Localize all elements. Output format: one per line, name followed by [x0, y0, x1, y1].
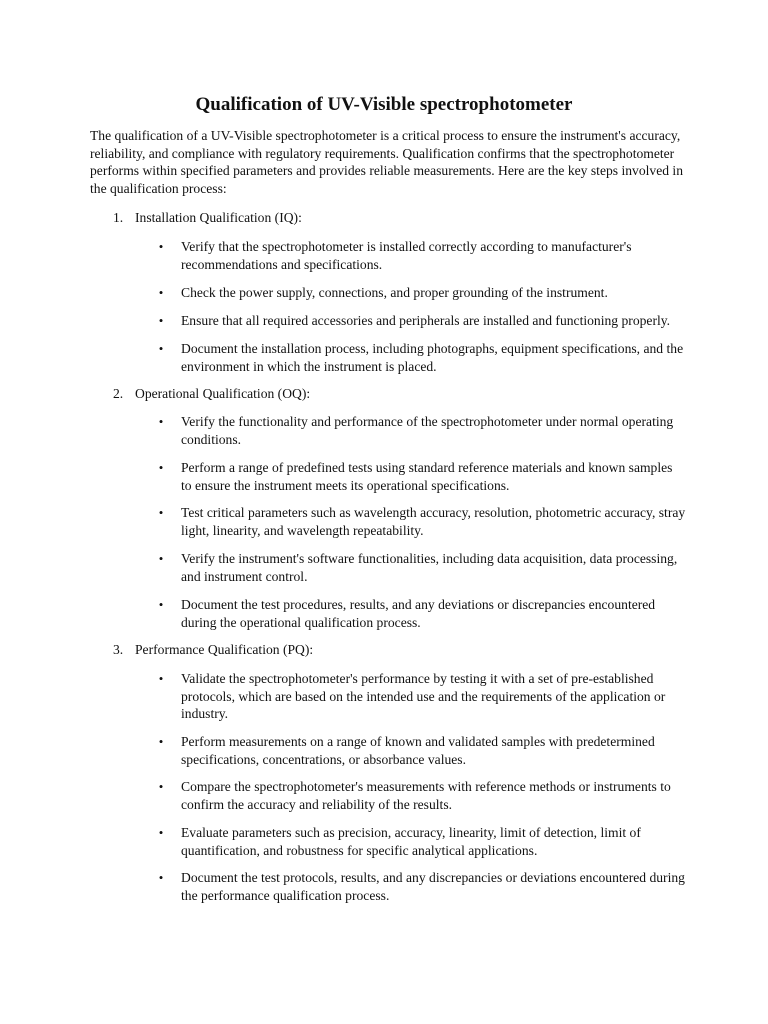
list-item: [156, 340, 686, 375]
step-heading-text: Operational Qualification (OQ):: [135, 386, 311, 401]
bullet-icon: •: [158, 734, 164, 749]
step-heading-text: Installation Qualification (IQ):: [135, 210, 302, 225]
list-item: [156, 238, 686, 273]
list-item: [156, 869, 686, 904]
list-item: [156, 504, 686, 539]
list-item: [156, 312, 686, 330]
bullet-icon: •: [158, 779, 164, 794]
bullet-icon: •: [158, 460, 164, 475]
list-item-text: Perform a range of predefined tests using standard reference materials and known samples to ensure the instrument meets its operational specifications.: [181, 460, 673, 493]
list-item-text: Compare the spectrophotometer's measurements with reference methods or instruments to confirm the accuracy and reliability of the results.: [181, 779, 671, 812]
bullet-icon: •: [158, 239, 164, 254]
bullet-icon: •: [158, 825, 164, 840]
list-item: [156, 284, 686, 302]
list-item-text: Verify the instrument's software functionalities, including data acquisition, data processing, and instrument control.: [181, 551, 678, 584]
step-heading-text: Performance Qualification (PQ):: [135, 642, 314, 657]
list-item-text: Document the installation process, including photographs, equipment specifications, and the environment in which the instrument is placed.: [181, 341, 684, 374]
step-3-heading: [113, 641, 313, 659]
list-item-text: Document the test protocols, results, and any discrepancies or deviations encountered during the performance qualification process.: [181, 870, 685, 903]
list-item-text: Evaluate parameters such as precision, accuracy, linearity, limit of detection, limit of quantification, and robustness for specific analytical applications.: [181, 825, 641, 858]
list-item: [156, 459, 686, 494]
bullet-icon: •: [158, 597, 164, 612]
list-item: [156, 670, 686, 723]
bullet-icon: •: [158, 285, 164, 300]
list-item: [156, 413, 686, 448]
list-item-text: Test critical parameters such as wavelength accuracy, resolution, photometric accuracy, stray light, linearity, and wavelength repeatability.: [181, 505, 686, 538]
step-1-heading: [113, 209, 302, 227]
bullet-icon: •: [158, 870, 164, 885]
list-item: [156, 596, 686, 631]
list-item-text: Verify the functionality and performance of the spectrophotometer under normal operating conditions.: [181, 414, 674, 447]
bullet-icon: •: [158, 505, 164, 520]
list-item-text: Validate the spectrophotometer's performance by testing it with a set of pre-established protocols, which are based on the intended use and the requirements of the application or industry.: [181, 671, 666, 722]
bullet-icon: •: [158, 414, 164, 429]
document-title: Qualification of UV-Visible spectrophotometer: [195, 94, 573, 115]
bullet-icon: •: [158, 551, 164, 566]
step-number: 2.: [113, 386, 124, 401]
step-2-heading: [113, 385, 310, 403]
list-item: [156, 778, 686, 813]
list-item-text: Verify that the spectrophotometer is installed correctly according to manufacturer's recommendations and specifications.: [181, 239, 632, 272]
list-item-text: Check the power supply, connections, and proper grounding of the instrument.: [181, 285, 608, 300]
list-item: [156, 733, 686, 768]
list-item: [156, 824, 686, 859]
bullet-icon: •: [158, 313, 164, 328]
list-item-text: Ensure that all required accessories and peripherals are installed and functioning properly.: [181, 313, 671, 328]
bullet-icon: •: [158, 671, 164, 686]
intro-paragraph: The qualification of a UV-Visible spectrophotometer is a critical process to ensure the instrument's accuracy, reliability, and compliance with regulatory requirements. Qualification confirms that the spectrophotometer performs within specified parameters and provides reliable measurements. Here are the key steps involved in the qualification process:: [90, 128, 684, 197]
step-number: 3.: [113, 642, 124, 657]
step-number: 1.: [113, 210, 124, 225]
bullet-icon: •: [158, 341, 164, 356]
list-item-text: Perform measurements on a range of known and validated samples with predetermined specifications, concentrations, or absorbance values.: [181, 734, 655, 767]
list-item: [156, 550, 686, 585]
list-item-text: Document the test procedures, results, and any deviations or discrepancies encountered during the operational qualification process.: [181, 597, 656, 630]
